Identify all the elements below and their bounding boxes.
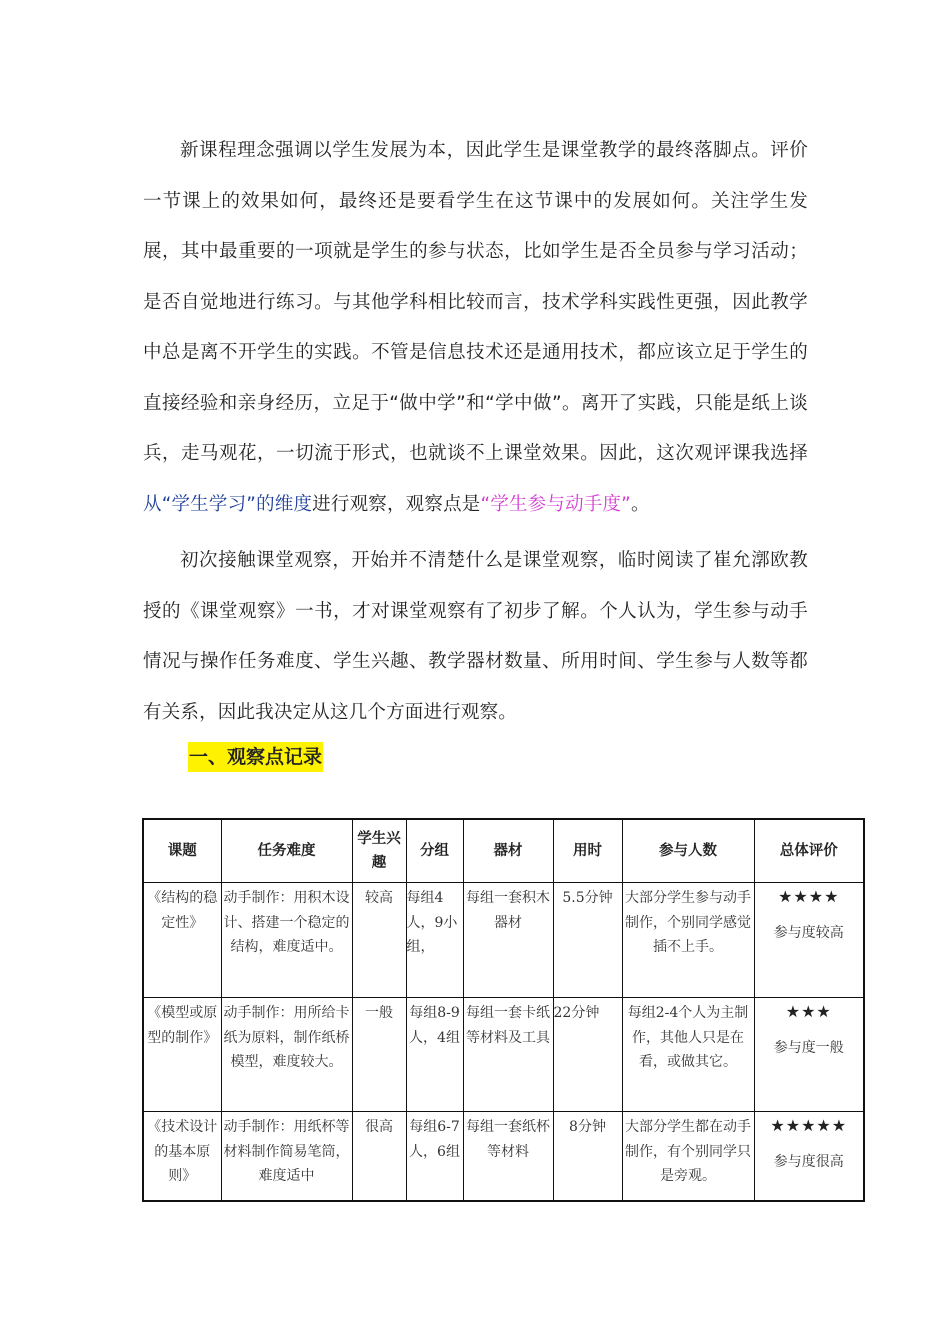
cell-participants: 大部分学生都在动手制作，有个别同学只是旁观。 — [622, 1112, 754, 1202]
table-row — [143, 883, 864, 998]
highlight-observation-point-text: “学生参与动手度” — [480, 493, 631, 515]
cell-difficulty: 动手制作：用纸杯等材料制作简易笔筒，难度适中 — [221, 1112, 352, 1202]
table-header-row — [143, 819, 864, 883]
rating-label: 参与度一般 — [773, 1039, 844, 1056]
rating-label: 参与度较高 — [773, 924, 844, 941]
header-equipment: 器材 — [463, 819, 553, 883]
highlight-dimension-text: 从“学生学习”的维度 — [143, 493, 313, 515]
intro-text-end: 。 — [630, 493, 650, 515]
header-difficulty: 任务难度 — [221, 819, 352, 883]
cell-group: 每组8-9人，4组 — [406, 998, 463, 1112]
intro-paragraph — [143, 126, 808, 530]
cell-interest: 很高 — [352, 1112, 406, 1202]
header-time: 用时 — [553, 819, 622, 883]
star-rating-icon: ★★★ — [785, 1002, 832, 1021]
intro-text-middle: 进行观察，观察点是 — [312, 493, 481, 515]
cell-difficulty: 动手制作：用积木设计、搭建一个稳定的结构，难度适中。 — [221, 883, 352, 998]
rating-label: 参与度很高 — [773, 1153, 844, 1170]
table-row — [143, 998, 864, 1112]
star-rating-icon: ★★★★★ — [770, 1116, 848, 1135]
cell-topic: 《模型或原型的制作》 — [143, 998, 221, 1112]
cell-group: 每组4人，9小组， — [406, 883, 463, 998]
header-rating: 总体评价 — [754, 819, 864, 883]
cell-group: 每组6-7人，6组 — [406, 1112, 463, 1202]
cell-time: 8分钟 — [553, 1112, 622, 1202]
cell-participants: 每组2-4个人为主制作，其他人只是在看，或做其它。 — [622, 998, 754, 1112]
table-row — [143, 1112, 864, 1202]
header-participants: 参与人数 — [622, 819, 754, 883]
observation-table — [142, 818, 865, 1202]
header-group: 分组 — [406, 819, 463, 883]
cell-interest: 较高 — [352, 883, 406, 998]
cell-time: 22分钟 — [553, 998, 622, 1112]
cell-difficulty: 动手制作：用所给卡纸为原料，制作纸桥模型，难度较大。 — [221, 998, 352, 1112]
header-topic: 课题 — [143, 819, 221, 883]
cell-rating — [754, 998, 864, 1112]
cell-topic: 《技术设计的基本原则》 — [143, 1112, 221, 1202]
cell-rating — [754, 1112, 864, 1202]
star-rating-icon: ★★★★ — [778, 887, 840, 906]
second-paragraph: 初次接触课堂观察，开始并不清楚什么是课堂观察，临时阅读了崔允漷欧教授的《课堂观察》一书，才对课堂观察有了初步了解。个人认为，学生参与动手情况与操作任务难度、学生兴趣、教学器材数量、所用时间、学生参与人数等都有关系，因此我决定从这几个方面进行观察。 — [143, 550, 808, 723]
cell-equipment: 每组一套卡纸等材料及工具 — [463, 998, 553, 1112]
cell-participants: 大部分学生参与动手制作，个别同学感觉插不上手。 — [622, 883, 754, 998]
cell-rating — [754, 883, 864, 998]
header-interest: 学生兴趣 — [352, 819, 406, 883]
cell-time: 5.5分钟 — [553, 883, 622, 998]
cell-equipment: 每组一套纸杯等材料 — [463, 1112, 553, 1202]
intro-text-before: 新课程理念强调以学生发展为本，因此学生是课堂教学的最终落脚点。评价一节课上的效果如何，最终还是要看学生在这节课中的发展如何。关注学生发展，其中最重要的一项就是学生的参与状态，比如学生是否全员参与学习活动；是否自觉地进行练习。与其他学科相比较而言，技术学科实践性更强，因此教学中总是离不开学生的实践。不管是信息技术还是通用技术，都应该立足于学生的直接经验和亲身经历，立足于“做中学”和“学中做”。离开了实践，只能是纸上谈兵，走马观花，一切流于形式，也就谈不上课堂效果。因此，这次观评课我选择 — [143, 140, 808, 464]
cell-topic: 《结构的稳定性》 — [143, 883, 221, 998]
cell-interest: 一般 — [352, 998, 406, 1112]
cell-equipment: 每组一套积木器材 — [463, 883, 553, 998]
section-heading: 一、观察点记录 — [188, 742, 323, 772]
